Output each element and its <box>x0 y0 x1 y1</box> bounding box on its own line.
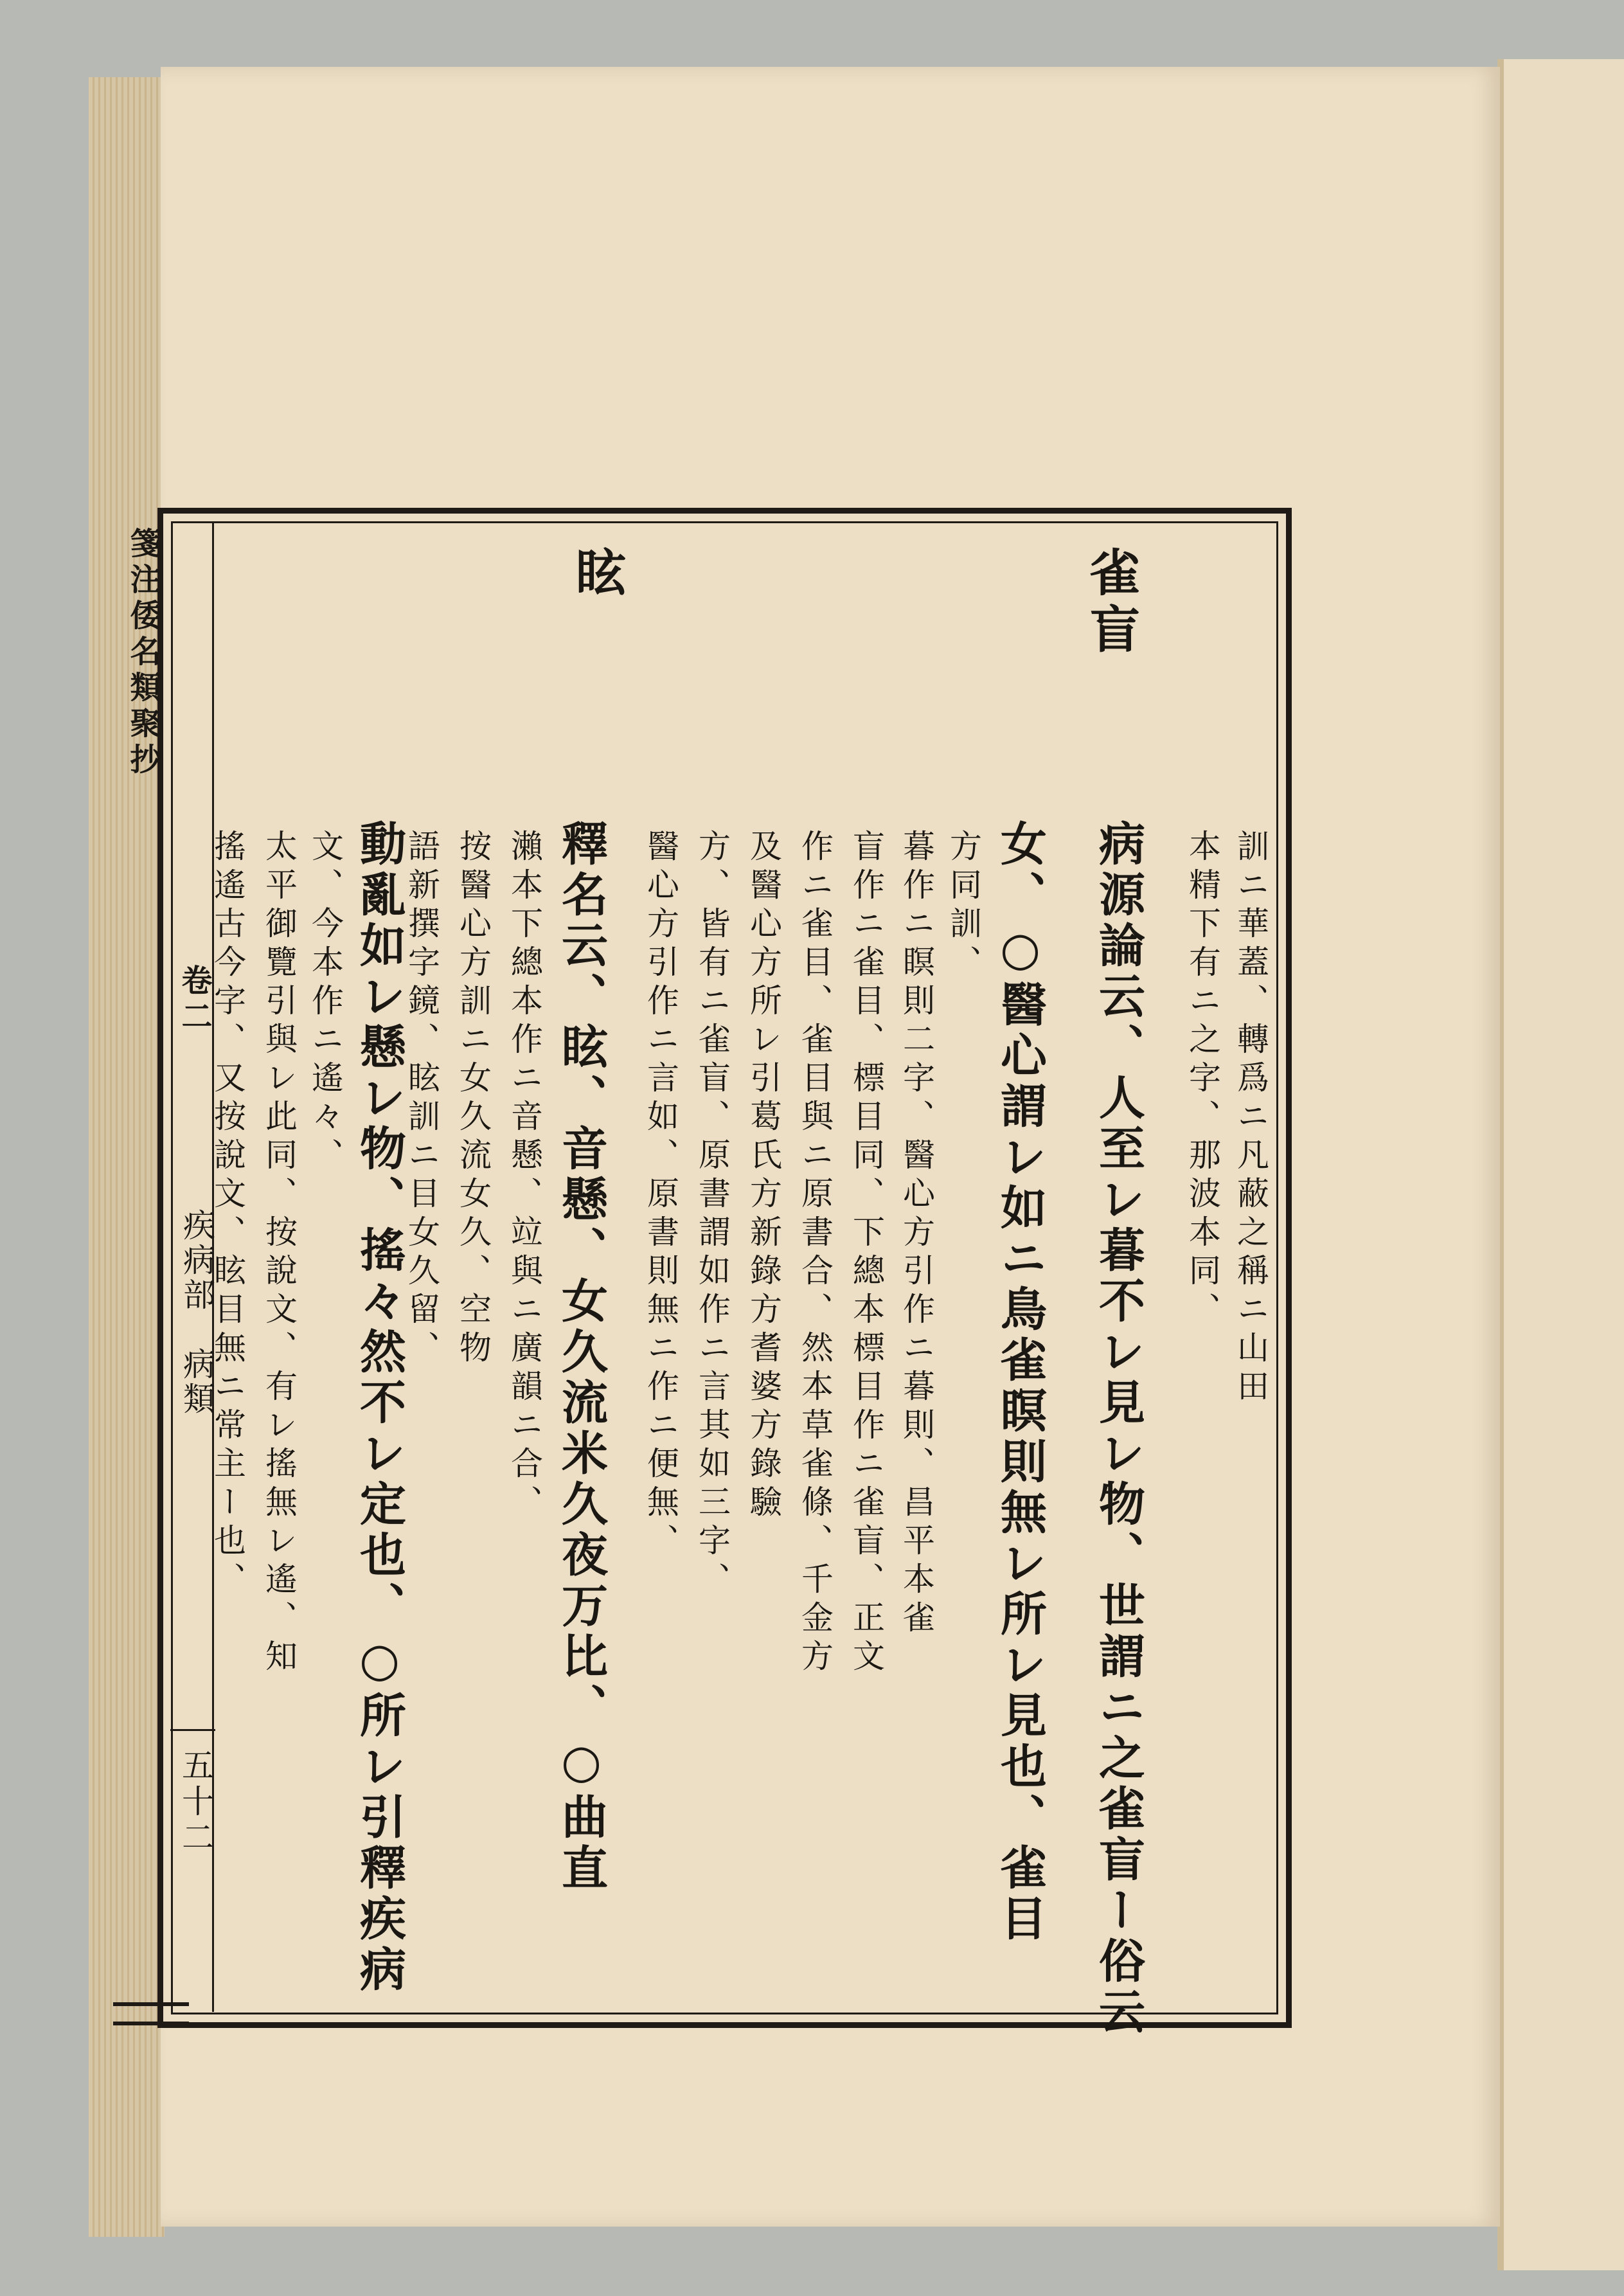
note-line: 訓ニ華蓋、轉爲ニ凡蔽之稱ニ山田 <box>1232 829 1269 1408</box>
main-text-line: 動亂如レ懸レ物、搖々然不レ定也、○所レ引釋疾病 <box>352 820 407 1996</box>
main-text-line: 釋名云、眩、音懸、女久流米久夜万比、○曲直 <box>554 820 609 1894</box>
note-line: 本精下有ニ之字、那波本同、 <box>1184 829 1221 1331</box>
page-edges <box>89 77 165 2237</box>
page-number: 五十二 <box>177 1748 214 1856</box>
note-line: 方同訓、 <box>945 829 982 983</box>
book-title: 箋注倭名類聚抄 <box>125 527 161 779</box>
note-line: 按醫心方訓ニ女久流女久、空物 <box>454 829 492 1369</box>
note-line: 盲作ニ雀目、標目同、下總本標目作ニ雀盲、正文 <box>848 829 885 1678</box>
main-text-line: 女、○醫心謂レ如ニ鳥雀瞑則無レ所レ見也、雀目 <box>993 820 1048 1945</box>
margin-bottom-rule <box>113 2002 189 2025</box>
note-line: 及醫心方所レ引葛氏方新錄方耆婆方錄驗 <box>745 829 782 1523</box>
page-number-rule <box>170 1729 215 1731</box>
note-line: 作ニ雀目、雀目與ニ原書合、然本草雀條、千金方 <box>796 829 834 1678</box>
note-line: 語新撰字鏡、眩訓ニ目女久留、 <box>403 829 440 1369</box>
note-line: 太平御覽引與レ此同、按說文、有レ搖無レ遙、知 <box>260 829 298 1678</box>
note-line: 瀨本下總本作ニ音懸、竝與ニ廣韻ニ合、 <box>506 829 543 1523</box>
note-line: 文、今本作ニ遙々、 <box>307 829 344 1176</box>
headword: 雀盲 <box>1082 546 1140 659</box>
note-line: 醫心方引作ニ言如、原書則無ニ作ニ便無、 <box>642 829 679 1562</box>
note-line: 搖遙古今字、又按說文、眩目無ニ常主ー也、 <box>209 829 246 1601</box>
section-label: 疾病部 病類 <box>178 1208 215 1417</box>
note-line: 方、皆有ニ雀盲、原書謂如作ニ言其如三字、 <box>693 829 731 1601</box>
main-text-line: 病源論云、人至レ暮不レ見レ物、世謂ニ之雀盲ー俗云 <box>1091 820 1146 2038</box>
headword: 眩 <box>567 546 626 603</box>
facing-page-edge <box>1497 59 1624 2270</box>
note-line: 暮作ニ瞑則二字、醫心方引作ニ暮則、昌平本雀 <box>898 829 935 1639</box>
volume-label: 卷二 <box>176 964 212 1036</box>
